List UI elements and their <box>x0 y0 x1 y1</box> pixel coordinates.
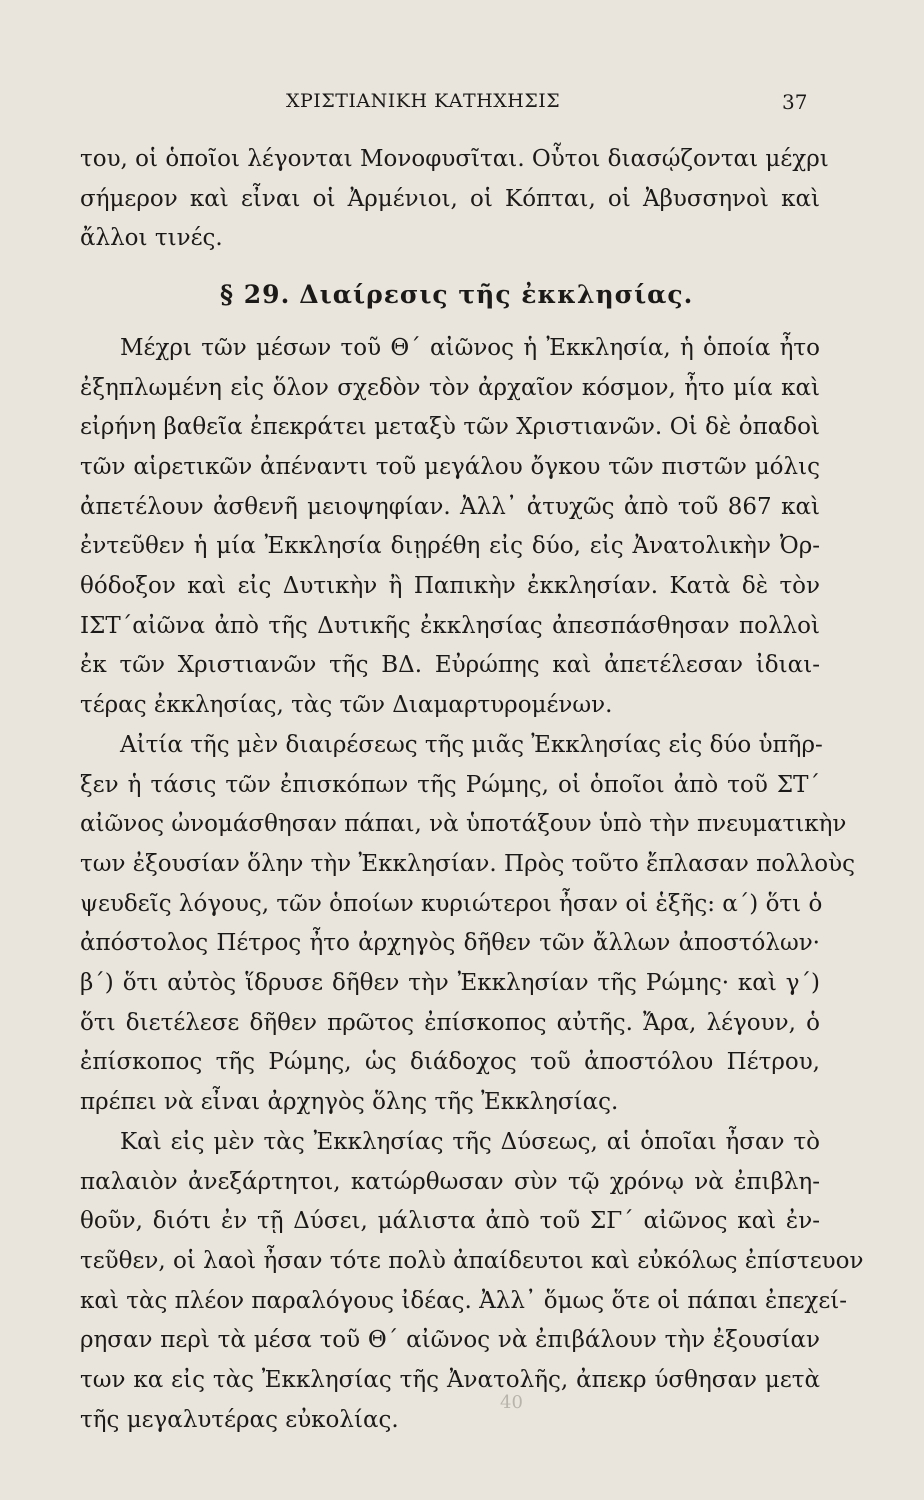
text-line: ἐκ τῶν Χριστιανῶν τῆς ΒΔ. Εὐρώπης καὶ ἀπετέλεσαν ἰδιαι- <box>80 652 820 679</box>
text-line: θοῦν, διότι ἐν τῇ Δύσει, μάλιστα ἀπὸ τοῦ ΣΓ΄ αἰῶνος καὶ ἐν- <box>80 1208 820 1235</box>
section-title: Διαίρεσις τῆς ἐκκλησίας. <box>299 280 694 310</box>
text-line: τεῦθεν, οἱ λαοὶ ἦσαν τότε πολὺ ἀπαίδευτοι καὶ εὐκόλως ἐπίστευον <box>80 1247 864 1274</box>
page-header <box>0 82 924 122</box>
text-line: ψευδεῖς λόγους, τῶν ὁποίων κυριώτεροι ἦσαν οἱ ἑξῆς: α΄) ὅτι ὁ <box>80 890 823 917</box>
text-line: τῆς μεγαλυτέρας εὐκολίας. <box>80 1406 399 1433</box>
text-line: του, οἱ ὁποῖοι λέγονται Μονοφυσῖται. Οὗτοι διασῴζονται μέχρι <box>80 146 829 172</box>
text-line: ρησαν περὶ τὰ μέσα τοῦ Θ΄ αἰῶνος νὰ ἐπιβάλουν τὴν ἐξουσίαν <box>80 1327 820 1354</box>
text-line: Αἰτία τῆς μὲν διαιρέσεως τῆς μιᾶς Ἐκκλησίας εἰς δύο ὑπῆρ- <box>120 731 823 758</box>
text-line: ξεν ἡ τάσις τῶν ἐπισκόπων τῆς Ρώμης, οἱ ὁποῖοι ἀπὸ τοῦ ΣΤ΄ <box>80 771 820 798</box>
text-line: Μέχρι τῶν μέσων τοῦ Θ΄ αἰῶνος ἡ Ἐκκλησία, ἡ ὁποία ἦτο <box>120 334 820 361</box>
text-line: πρέπει νὰ εἶναι ἀρχηγὸς ὅλης τῆς Ἐκκλησίας. <box>80 1089 619 1116</box>
text-line: τέρας ἐκκλησίας, τὰς τῶν Διαμαρτυρομένων. <box>80 692 613 719</box>
text-line: παλαιὸν ἀνεξάρτητοι, κατώρθωσαν σὺν τῷ χρόνῳ νὰ ἐπιβλη- <box>80 1168 820 1195</box>
text-line: ἀπετέλουν ἀσθενῆ μειοψηφίαν. Ἀλλ᾽ ἀτυχῶς ἀπὸ τοῦ 867 καὶ <box>80 493 820 520</box>
section-number: § 29. <box>220 280 291 310</box>
text-line: των ἐξουσίαν ὅλην τὴν Ἐκκλησίαν. Πρὸς τοῦτο ἔπλασαν πολλοὺς <box>80 850 856 877</box>
text-line: σήμερον καὶ εἶναι οἱ Ἀρμένιοι, οἱ Κόπται, οἱ Ἀβυσσηνοὶ καὶ <box>80 185 820 212</box>
text-line: θόδοξον καὶ εἰς Δυτικὴν ἢ Παπικὴν ἐκκλησίαν. Κατὰ δὲ τὸν <box>80 573 820 600</box>
text-line: των κα εἰς τὰς Ἐκκλησίας τῆς Ἀνατολῆς, ἀπεκρ ύσθησαν μετὰ <box>80 1367 820 1394</box>
text-line: ἀπόστολος Πέτρος ἦτο ἀρχηγὸς δῆθεν τῶν ἄλλων ἀποστόλων· <box>80 930 820 957</box>
text-line: ὅτι διετέλεσε δῆθεν πρῶτος ἐπίσκοπος αὐτῆς. Ἄρα, λέγουν, ὁ <box>80 1009 820 1036</box>
text-line: ἐντεῦθεν ἡ μία Ἐκκλησία διῃρέθη εἰς δύο, εἰς Ἀνατολικὴν Ὀρ- <box>80 533 820 560</box>
text-line: β΄) ὅτι αὐτὸς ἵδρυσε δῆθεν τὴν Ἐκκλησίαν τῆς Ρώμης· καὶ γ΄) <box>80 970 820 997</box>
section-heading <box>80 275 820 315</box>
page-number: 37 <box>782 90 808 114</box>
folio-mark: 40 <box>500 1392 523 1413</box>
text-line: Καὶ εἰς μὲν τὰς Ἐκκλησίας τῆς Δύσεως, αἱ ὁποῖαι ἦσαν τὸ <box>120 1128 820 1155</box>
running-title: ΧΡΙΣΤΙΑΝΙΚΗ ΚΑΤΗΧΗΣΙΣ <box>286 90 561 112</box>
text-line: τῶν αἱρετικῶν ἀπέναντι τοῦ μεγάλου ὄγκου τῶν πιστῶν μόλις <box>80 453 820 480</box>
text-line: εἰρήνη βαθεῖα ἐπεκράτει μεταξὺ τῶν Χριστιανῶν. Οἱ δὲ ὀπαδοὶ <box>80 414 820 441</box>
text-line: καὶ τὰς πλέον παραλόγους ἰδέας. Ἀλλ᾽ ὅμως ὅτε οἱ πάπαι ἐπεχεί- <box>80 1287 848 1314</box>
text-line: ΙΣΤ΄αἰῶνα ἀπὸ τῆς Δυτικῆς ἐκκλησίας ἀπεσπάσθησαν πολλοὶ <box>80 612 820 639</box>
text-line: ἐπίσκοπος τῆς Ρώμης, ὡς διάδοχος τοῦ ἀποστόλου Πέτρου, <box>80 1049 820 1076</box>
text-line: ἄλλοι τινές. <box>80 225 223 252</box>
text-line: αἰῶνος ὠνομάσθησαν πάπαι, νὰ ὑποτάξουν ὑπὸ τὴν πνευματικὴν <box>80 811 847 838</box>
text-line: ἐξηπλωμένη εἰς ὅλον σχεδὸν τὸν ἀρχαῖον κόσμον, ἦτο μία καὶ <box>80 374 820 401</box>
body-text <box>80 140 864 1441</box>
